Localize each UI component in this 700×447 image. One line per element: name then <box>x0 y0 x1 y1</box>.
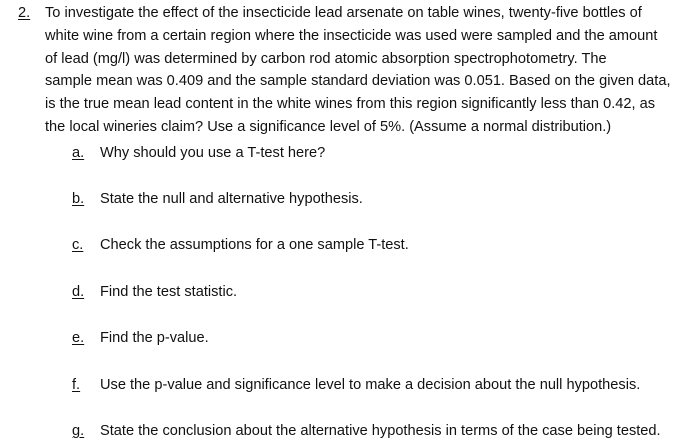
sub-question-letter: f. <box>72 377 81 393</box>
sub-question-text: Why should you use a T-test here? <box>100 145 326 161</box>
sub-question-letter: d. <box>72 284 85 300</box>
sub-question-letter: b. <box>72 191 85 207</box>
sub-question-e <box>72 328 209 348</box>
sub-question-letter: a. <box>72 145 85 161</box>
sub-question-letter: c. <box>72 237 84 253</box>
statement-line: sample mean was 0.409 and the sample standard deviation was 0.051. Based on the given data, <box>45 73 671 90</box>
sub-question-text: Check the assumptions for a one sample T-test. <box>100 237 409 253</box>
sub-question-g <box>72 421 661 441</box>
statement-line: of lead (mg/l) was determined by carbon rod atomic absorption spectrophotometry. The <box>45 50 607 67</box>
statement-line: white wine from a certain region where the insecticide was used were sampled and the amount <box>45 27 658 44</box>
sub-question-f <box>72 375 640 395</box>
sub-question-letter: e. <box>72 330 85 346</box>
sub-question-text: State the conclusion about the alternative hypothesis in terms of the case being tested. <box>100 423 661 439</box>
sub-question-text: Use the p-value and significance level to make a decision about the null hypothesis. <box>100 377 641 393</box>
sub-question-a <box>72 143 325 163</box>
sub-question-text: Find the p-value. <box>100 330 209 346</box>
problem-number: 2. <box>18 5 31 21</box>
statement-line: is the true mean lead content in the white wines from this region significantly less than 0.42, as <box>45 96 656 113</box>
sub-question-d <box>72 282 237 302</box>
sub-question-b <box>72 189 363 209</box>
statement-line: To investigate the effect of the insecticide lead arsenate on table wines, twenty-five bottles of <box>45 5 642 21</box>
sub-question-text: State the null and alternative hypothesis. <box>100 191 363 207</box>
sub-question-letter: g. <box>72 423 85 439</box>
sub-question-c <box>72 235 409 255</box>
statement-line: the local wineries claim? Use a significance level of 5%. (Assume a normal distribution.) <box>45 118 612 135</box>
sub-question-text: Find the test statistic. <box>100 284 238 300</box>
